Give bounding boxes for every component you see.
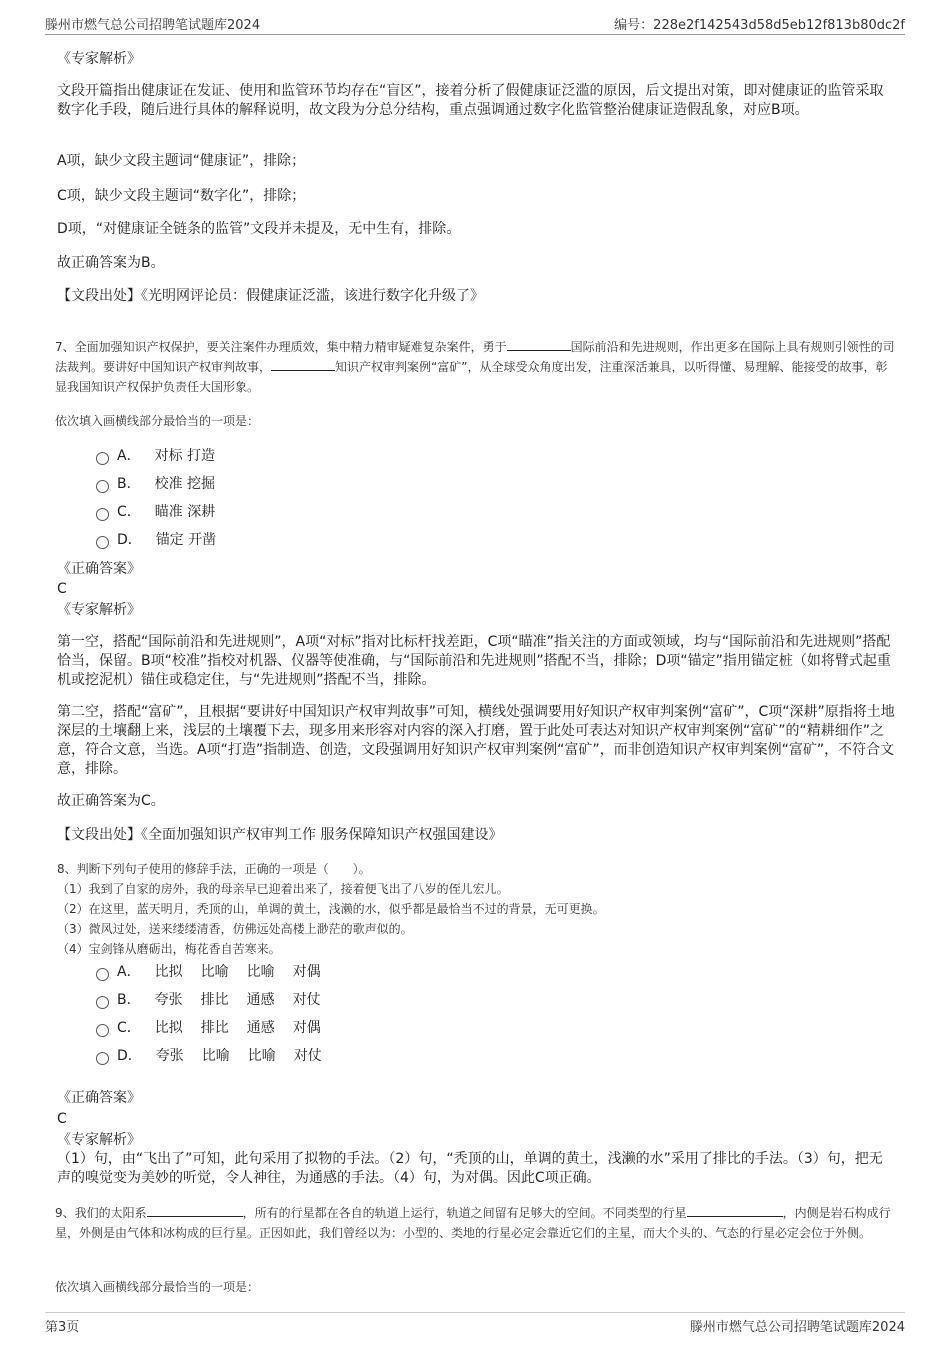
page-header bbox=[45, 12, 905, 35]
q7-blank-1 bbox=[507, 338, 571, 351]
radio-icon[interactable] bbox=[96, 1052, 109, 1065]
q6-source: 【文段出处】《光明网评论员：假健康证泛滥，该进行数字化升级了》 bbox=[57, 288, 484, 304]
q6-analysis-p2: A项，缺少文段主题词“健康证”，排除； bbox=[57, 153, 306, 169]
q7-option-a[interactable]: A． 对标 打造 bbox=[96, 446, 215, 466]
q8-sentence-3: （3）微风过处，送来缕缕清香，仿佛远处高楼上渺茫的歌声似的。 bbox=[57, 922, 413, 936]
radio-icon[interactable] bbox=[96, 508, 109, 521]
page-footer bbox=[45, 1312, 905, 1335]
q9-prompt: 依次填入画横线部分最恰当的一项是： bbox=[55, 1280, 260, 1294]
q7-option-c[interactable]: C． 瞄准 深耕 bbox=[96, 502, 215, 522]
q7-blank-2 bbox=[271, 358, 335, 371]
q7-answer: C bbox=[57, 581, 67, 597]
q8-answer: C bbox=[57, 1111, 67, 1127]
q8-analysis: （1）句，由“飞出了”可知，此句采用了拟物的手法。（2）句，“秃顶的山，单调的黄土，浅濑的水”采用了排比的手法。（3）句，把无声的嗅觉变为美妙的听觉，令人神往，为通感的手法。（4）句，为对偶。因此C项正确。 bbox=[57, 1151, 883, 1186]
footer-title: 滕州市燃气总公司招聘笔试题库2024 bbox=[689, 1320, 905, 1335]
radio-icon[interactable] bbox=[96, 996, 109, 1009]
radio-icon[interactable] bbox=[96, 968, 109, 981]
q6-analysis-p1: 文段开篇指出健康证在发证、使用和监管环节均存在“盲区”，接着分析了假健康证泛滥的原因，后文提出对策，即对健康证的监管采取数字化手段，随后进行具体的解释说明，故文段为分总分结构，重点强调通过数字化监管整治健康证造假乱象，对应B项。 bbox=[57, 83, 884, 118]
q7-analysis-p2: 第二空，搭配“富矿”，且根据“要讲好中国知识产权审判故事”可知，横线处强调要用好知识产权审判案例“富矿”，C项“深耕”原指将土地深层的土壤翻上来，浅层的土壤覆下去，现多用来形容对内容的深入打磨，置于此处可表达对知识产权审判案例“富矿”的“精耕细作”之意，符合文意，当选。A项“打造”指制造、创造，文段强调用好知识产权审判案例“富矿”，而非创造知识产权审判案例“富矿”，不符合文意，排除。 bbox=[57, 704, 895, 777]
header-serial: 编号：228e2f142543d58d5eb12f813b80dc2f bbox=[614, 18, 905, 33]
q8-sentence-2: （2）在这里，蓝天明月，秃顶的山，单调的黄土，浅濑的水，似乎都是最恰当不过的背景，无可更换。 bbox=[57, 902, 605, 916]
q8-sentence-4: （4）宝剑锋从磨砺出，梅花香自苦寒来。 bbox=[57, 942, 281, 956]
q8-option-c[interactable]: C． 比拟 排比 通感 对偶 bbox=[96, 1018, 339, 1038]
q8-option-d[interactable]: D． 夸张 比喻 比喻 对仗 bbox=[96, 1046, 340, 1066]
radio-icon[interactable] bbox=[96, 536, 109, 549]
q7-analysis-p1: 第一空，搭配“国际前沿和先进规则”，A项“对标”指对比标杆找差距，C项“瞄准”指关注的方面或领域，均与“国际前沿和先进规则”搭配恰当，保留。B项“校准”指校对机器、仪器等使准确，与“国际前沿和先进规则”搭配不当，排除；D项“锚定”指用锚定桩（如将臂式起重机或挖泥机）锚住或稳定住，与“先进规则”搭配不当，排除。 bbox=[57, 634, 891, 688]
q7-analysis-title: 《专家解析》 bbox=[57, 602, 141, 618]
header-title: 滕州市燃气总公司招聘笔试题库2024 bbox=[45, 18, 261, 33]
radio-icon[interactable] bbox=[96, 1024, 109, 1037]
q9-blank-2 bbox=[687, 1204, 783, 1217]
radio-icon[interactable] bbox=[96, 480, 109, 493]
q7-option-b[interactable]: B． 校准 挖掘 bbox=[96, 474, 215, 494]
q7-prompt: 依次填入画横线部分最恰当的一项是： bbox=[55, 414, 260, 428]
q6-answer-line: 故正确答案为B。 bbox=[57, 255, 165, 271]
q6-analysis-title: 《专家解析》 bbox=[57, 51, 141, 67]
q9-blank-1 bbox=[147, 1204, 243, 1217]
q6-analysis-p4: D项，“对健康证全链条的监管”文段并未提及，无中生有，排除。 bbox=[57, 221, 461, 237]
q8-analysis-title: 《专家解析》 bbox=[57, 1132, 141, 1148]
q9-stem: 9、我们的太阳系 ，所有的行星都在各自的轨道上运行，轨道之间留有足够大的空间。不同类型的行星 ，内侧是岩石构成行星，外侧是由气体和冰构成的巨行星。正因如此，我们曾经以为：小型的、类地的行星必定会靠近它们的主星，而大个头的、气态的行星必定会位于外侧。 bbox=[55, 1206, 891, 1240]
q6-analysis-p3: C项，缺少文段主题词“数字化”，排除； bbox=[57, 188, 306, 204]
q7-option-d[interactable]: D． 锚定 开凿 bbox=[96, 530, 216, 550]
q8-option-b[interactable]: B． 夸张 排比 通感 对仗 bbox=[96, 990, 339, 1010]
q7-stem: 7、全面加强知识产权保护，要关注案件办理质效，集中精力精审疑难复杂案件，勇于 国际前沿和先进规则，作出更多在国际上具有规则引领性的司法裁判。要讲好中国知识产权审判故事， 知识产权审判案例“富矿”，从全球受众角度出发，注重深活兼具，以听得懂、易理解、能接受的故事，彰显我国知识产权保护负责任大国形象。 bbox=[55, 340, 895, 394]
q7-source: 【文段出处】《全面加强知识产权审判工作 服务保障知识产权强国建设》 bbox=[57, 827, 503, 843]
q8-sentence-1: （1）我到了自家的房外，我的母亲早已迎着出来了，接着便飞出了八岁的侄儿宏儿。 bbox=[57, 882, 509, 896]
q8-answer-title: 《正确答案》 bbox=[57, 1090, 141, 1106]
q7-answer-line: 故正确答案为C。 bbox=[57, 793, 165, 809]
radio-icon[interactable] bbox=[96, 452, 109, 465]
page-number: 第3页 bbox=[45, 1320, 80, 1335]
q8-stem: 8、判断下列句子使用的修辞手法，正确的一项是（ ）。 bbox=[57, 862, 371, 876]
q7-answer-title: 《正确答案》 bbox=[57, 561, 141, 577]
q8-option-a[interactable]: A． 比拟 比喻 比喻 对偶 bbox=[96, 962, 339, 982]
